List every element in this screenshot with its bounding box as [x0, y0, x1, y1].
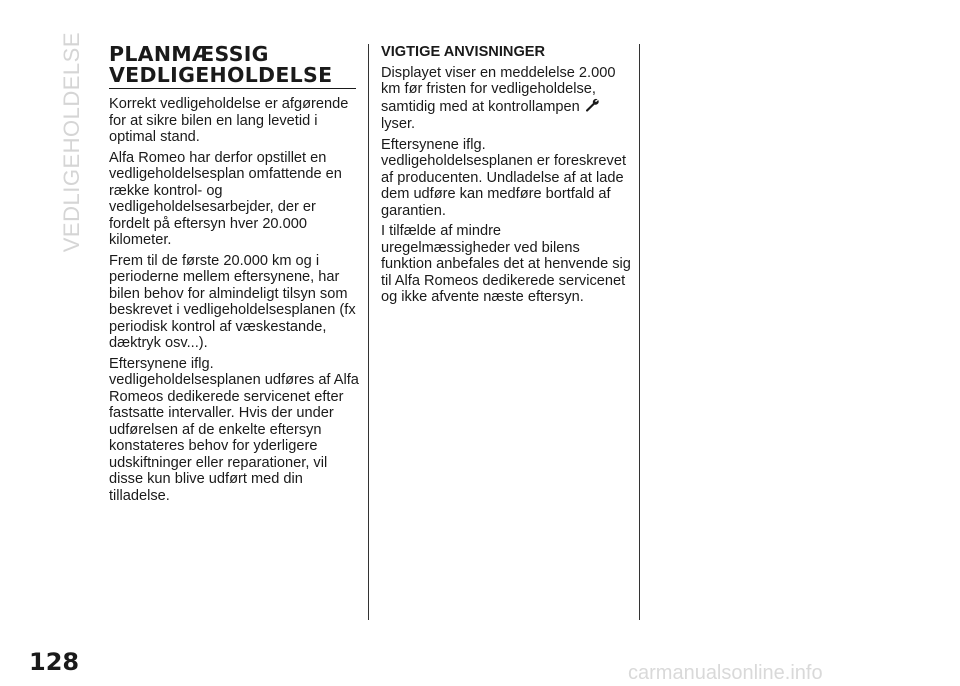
- wrench-icon: [585, 98, 599, 117]
- important-notes-heading: VIGTIGE ANVISNINGER: [381, 44, 546, 60]
- watermark: carmanualsonline.info: [628, 662, 823, 684]
- section-title-line-1: PLANMÆSSIG: [109, 42, 269, 66]
- paragraph: I tilfælde af mindre uregelmæssigheder ved bilens funktion anbefales det at henvende sig til Alfa Romeos dedikerede servicenet og ikke afvente næste eftersyn.: [381, 223, 631, 305]
- page-number: 128: [29, 648, 80, 676]
- paragraph: Eftersynene iflg. vedligeholdelsesplanen udføres af Alfa Romeos dedikerede servicenet efter fastsatte intervaller. Hvis der under udførelsen af de enkelte eftersyn konstateres behov for yderligere udskiftninger eller reparationer, vil disse kun blive udført med din tilladelse.: [109, 355, 359, 504]
- paragraph: Alfa Romeo har derfor opstillet en vedligeholdelsesplan omfattende en række kontrol- og vedligeholdelsesarbejder, der er fordelt på eftersyn hver 20.000 kilometer.: [109, 149, 342, 248]
- paragraph: Eftersynene iflg. vedligeholdelsesplanen er foreskrevet af producenten. Undladelse af at lade dem udføre kan medføre bortfald af garantien.: [381, 136, 627, 219]
- paragraph-warning-light: [381, 65, 631, 133]
- section-title-line-2: VEDLIGEHOLDELSE: [109, 63, 333, 87]
- column-divider-left: [368, 44, 369, 620]
- paragraph-text: lyser.: [381, 116, 416, 132]
- paragraph: Frem til de første 20.000 km og i perioderne mellem eftersynene, har bilen behov for almindeligt tilsyn som beskrevet i vedligeholdelsesplanen (fx periodisk kontrol af væskestande, dæktryk osv...).: [109, 252, 356, 351]
- right-column: [381, 44, 631, 310]
- title-underline: [109, 88, 356, 89]
- section-side-tab: [52, 31, 92, 252]
- paragraph: Korrekt vedligeholdelse er afgørende for at sikre bilen en lang levetid i optimal stand.: [109, 96, 349, 145]
- section-title: [109, 44, 359, 86]
- left-column: [109, 44, 359, 508]
- section-side-label: VEDLIGEHOLDELSE: [59, 31, 84, 252]
- paragraph-text: Displayet viser en meddelelse 2.000 km før fristen for vedligeholdelse, samtidig med at kontrollampen: [381, 64, 616, 115]
- column-divider-right: [639, 44, 640, 620]
